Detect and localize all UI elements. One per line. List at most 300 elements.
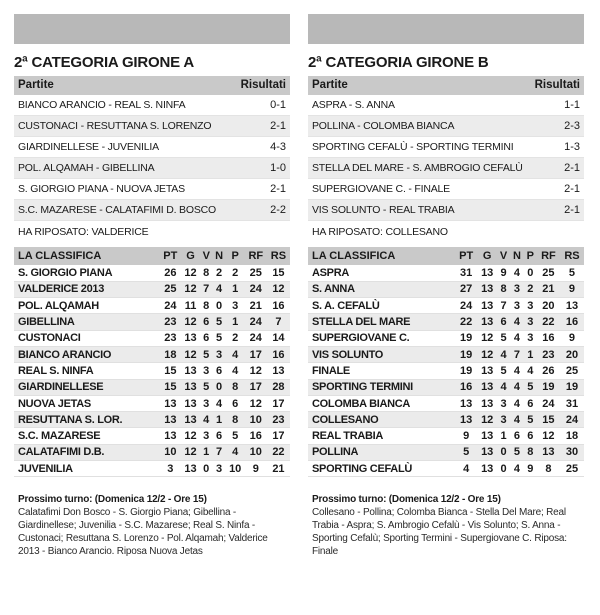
stat-cell: 10 bbox=[226, 461, 245, 477]
stat-cell: 10 bbox=[160, 444, 181, 460]
team-name: GIBELLINA bbox=[14, 314, 160, 330]
stat-cell: 12 bbox=[537, 428, 560, 444]
table-row bbox=[308, 330, 584, 346]
match-row bbox=[14, 179, 290, 200]
table-row bbox=[14, 379, 290, 395]
stat-cell: 13 bbox=[267, 363, 290, 379]
team-name: VIS SOLUNTO bbox=[308, 346, 455, 362]
team-name: S. ANNA bbox=[308, 281, 455, 297]
stat-cell: 12 bbox=[245, 363, 267, 379]
standings-table bbox=[308, 247, 584, 477]
match-teams: STELLA DEL MARE - S. AMBROGIO CEFALÙ bbox=[312, 162, 523, 174]
stat-cell: 3 bbox=[200, 428, 212, 444]
stat-cell: 9 bbox=[524, 461, 537, 477]
table-row bbox=[14, 428, 290, 444]
stat-cell: 5 bbox=[497, 363, 510, 379]
stat-cell: 22 bbox=[267, 444, 290, 460]
stat-cell: 16 bbox=[267, 346, 290, 362]
stat-cell: 4 bbox=[212, 281, 225, 297]
stat-cell: 9 bbox=[560, 281, 584, 297]
stat-cell: 24 bbox=[245, 281, 267, 297]
stat-cell: 3 bbox=[212, 461, 225, 477]
match-teams: BIANCO ARANCIO - REAL S. NINFA bbox=[18, 99, 186, 111]
stat-cell: 12 bbox=[181, 281, 200, 297]
match-score: 0-1 bbox=[270, 99, 286, 111]
match-row bbox=[14, 95, 290, 116]
stat-cell: 0 bbox=[212, 298, 225, 314]
stat-cell: 5 bbox=[226, 428, 245, 444]
match-row bbox=[308, 179, 584, 200]
standings-table bbox=[14, 247, 290, 477]
stat-cell: 7 bbox=[200, 281, 212, 297]
matches-header bbox=[308, 76, 584, 95]
match-teams: POLLINA - COLOMBA BIANCA bbox=[312, 120, 455, 132]
table-row bbox=[14, 444, 290, 460]
stat-cell: 17 bbox=[267, 395, 290, 411]
table-row bbox=[14, 265, 290, 281]
stat-cell: 2 bbox=[524, 281, 537, 297]
stat-cell: 31 bbox=[560, 395, 584, 411]
stat-cell: 16 bbox=[560, 314, 584, 330]
column-header: V bbox=[497, 247, 510, 265]
stat-cell: 6 bbox=[510, 428, 524, 444]
stat-cell: 4 bbox=[212, 395, 225, 411]
stat-cell: 13 bbox=[477, 298, 497, 314]
stat-cell: 8 bbox=[537, 461, 560, 477]
team-name: COLOMBA BIANCA bbox=[308, 395, 455, 411]
stat-cell: 24 bbox=[245, 314, 267, 330]
stat-cell: 3 bbox=[226, 298, 245, 314]
team-name: POLLINA bbox=[308, 444, 455, 460]
column-header: RF bbox=[245, 247, 267, 265]
stat-cell: 10 bbox=[245, 444, 267, 460]
stat-cell: 25 bbox=[537, 265, 560, 281]
stat-cell: 8 bbox=[226, 379, 245, 395]
stat-cell: 13 bbox=[455, 395, 477, 411]
table-row bbox=[308, 265, 584, 281]
stat-cell: 3 bbox=[212, 346, 225, 362]
match-row bbox=[14, 158, 290, 179]
stat-cell: 19 bbox=[455, 330, 477, 346]
match-row bbox=[308, 95, 584, 116]
table-row bbox=[14, 395, 290, 411]
stat-cell: 26 bbox=[537, 363, 560, 379]
stat-cell: 3 bbox=[510, 298, 524, 314]
team-name: SPORTING TERMINI bbox=[308, 379, 455, 395]
match-row bbox=[308, 158, 584, 179]
team-name: SUPERGIOVANE C. bbox=[308, 330, 455, 346]
team-name: SPORTING CEFALÙ bbox=[308, 461, 455, 477]
stat-cell: 4 bbox=[455, 461, 477, 477]
stat-cell: 15 bbox=[160, 379, 181, 395]
match-row bbox=[14, 116, 290, 137]
stat-cell: 14 bbox=[267, 330, 290, 346]
stat-cell: 6 bbox=[212, 428, 225, 444]
stat-cell: 12 bbox=[181, 314, 200, 330]
results-header-label: Risultati bbox=[240, 79, 286, 91]
results-header-label: Risultati bbox=[534, 79, 580, 91]
team-name: GIARDINELLESE bbox=[14, 379, 160, 395]
stat-cell: 13 bbox=[477, 444, 497, 460]
stat-cell: 7 bbox=[212, 444, 225, 460]
stat-cell: 22 bbox=[537, 314, 560, 330]
match-score: 2-1 bbox=[270, 183, 286, 195]
stat-cell: 4 bbox=[510, 379, 524, 395]
next-round-text: Calatafimi Don Bosco - S. Giorgio Piana; Gibellina - Giardinellese; Juvenilia - S.C. Mazarese; Real S. Ninfa - Custonaci; Resuttana S. Lorenzo - Pol. Alqamah; Valderice 2013 - Bianco Arancio. Riposa Nuova Jetas bbox=[18, 507, 268, 558]
stat-cell: 5 bbox=[524, 379, 537, 395]
stat-cell: 4 bbox=[524, 363, 537, 379]
stat-cell: 5 bbox=[200, 346, 212, 362]
match-score: 1-0 bbox=[270, 162, 286, 174]
stat-cell: 13 bbox=[160, 395, 181, 411]
table-row bbox=[14, 298, 290, 314]
stat-cell: 8 bbox=[200, 298, 212, 314]
stat-cell: 4 bbox=[497, 379, 510, 395]
stat-cell: 11 bbox=[181, 298, 200, 314]
stat-cell: 30 bbox=[560, 444, 584, 460]
stat-cell: 1 bbox=[497, 428, 510, 444]
stat-cell: 9 bbox=[455, 428, 477, 444]
table-row bbox=[308, 363, 584, 379]
match-score: 2-1 bbox=[270, 120, 286, 132]
match-score: 2-1 bbox=[564, 204, 580, 216]
table-row bbox=[308, 412, 584, 428]
stat-cell: 4 bbox=[226, 346, 245, 362]
stat-cell: 23 bbox=[160, 330, 181, 346]
standings-title: LA CLASSIFICA bbox=[308, 247, 455, 265]
stat-cell: 15 bbox=[537, 412, 560, 428]
stat-cell: 15 bbox=[160, 363, 181, 379]
team-name: CALATAFIMI D.B. bbox=[14, 444, 160, 460]
next-round bbox=[14, 493, 290, 558]
stat-cell: 13 bbox=[160, 428, 181, 444]
table-row bbox=[14, 363, 290, 379]
stat-cell: 21 bbox=[267, 461, 290, 477]
stat-cell: 0 bbox=[212, 379, 225, 395]
stat-cell: 25 bbox=[560, 461, 584, 477]
girone-b-panel bbox=[308, 14, 584, 558]
table-row bbox=[14, 330, 290, 346]
stat-cell: 5 bbox=[560, 265, 584, 281]
stat-cell: 13 bbox=[181, 412, 200, 428]
stat-cell: 3 bbox=[524, 330, 537, 346]
stat-cell: 24 bbox=[245, 330, 267, 346]
stat-cell: 13 bbox=[181, 363, 200, 379]
column-header: G bbox=[477, 247, 497, 265]
match-score: 2-1 bbox=[564, 183, 580, 195]
stat-cell: 13 bbox=[181, 330, 200, 346]
stat-cell: 21 bbox=[537, 281, 560, 297]
stat-cell: 15 bbox=[267, 265, 290, 281]
next-round-label: Prossimo turno: (Domenica 12/2 - Ore 15) bbox=[312, 494, 501, 506]
table-row bbox=[308, 379, 584, 395]
stat-cell: 13 bbox=[455, 412, 477, 428]
stat-cell: 16 bbox=[245, 428, 267, 444]
match-teams: S.C. MAZARESE - CALATAFIMI D. BOSCO bbox=[18, 204, 216, 216]
team-name: JUVENILIA bbox=[14, 461, 160, 477]
stat-cell: 0 bbox=[497, 444, 510, 460]
match-teams: VIS SOLUNTO - REAL TRABIA bbox=[312, 204, 455, 216]
table-row bbox=[14, 412, 290, 428]
column-header: N bbox=[212, 247, 225, 265]
column-header: PT bbox=[160, 247, 181, 265]
team-name: S. A. CEFALÙ bbox=[308, 298, 455, 314]
matches-list bbox=[308, 95, 584, 221]
stat-cell: 9 bbox=[560, 330, 584, 346]
match-score: 2-2 bbox=[270, 204, 286, 216]
stat-cell: 3 bbox=[200, 395, 212, 411]
stat-cell: 13 bbox=[181, 395, 200, 411]
stat-cell: 6 bbox=[524, 428, 537, 444]
stat-cell: 6 bbox=[200, 330, 212, 346]
stat-cell: 4 bbox=[226, 444, 245, 460]
team-name: NUOVA JETAS bbox=[14, 395, 160, 411]
stat-cell: 9 bbox=[497, 265, 510, 281]
stat-cell: 20 bbox=[560, 346, 584, 362]
matches-header-label: Partite bbox=[18, 79, 54, 91]
stat-cell: 25 bbox=[560, 363, 584, 379]
header-bar bbox=[14, 14, 290, 44]
stat-cell: 12 bbox=[245, 395, 267, 411]
stat-cell: 13 bbox=[477, 379, 497, 395]
team-name: CUSTONACI bbox=[14, 330, 160, 346]
stat-cell: 5 bbox=[455, 444, 477, 460]
match-teams: CUSTONACI - RESUTTANA S. LORENZO bbox=[18, 120, 212, 132]
stat-cell: 7 bbox=[267, 314, 290, 330]
table-row bbox=[14, 346, 290, 362]
stat-cell: 23 bbox=[160, 314, 181, 330]
team-name: POL. ALQAMAH bbox=[14, 298, 160, 314]
stat-cell: 4 bbox=[510, 412, 524, 428]
stat-cell: 12 bbox=[181, 346, 200, 362]
next-round-text: Collesano - Pollina; Colomba Bianca - Stella Del Mare; Real Trabia - Aspra; S. Ambrogio Cefalù - Vis Solunto; S. Anna - Sporting Cefalù; Sporting Termini - Supergiovane C. Riposa: Finale bbox=[312, 507, 567, 558]
stat-cell: 6 bbox=[212, 363, 225, 379]
stat-cell: 19 bbox=[560, 379, 584, 395]
stat-cell: 13 bbox=[477, 314, 497, 330]
stat-cell: 5 bbox=[510, 444, 524, 460]
table-row bbox=[308, 298, 584, 314]
stat-cell: 17 bbox=[245, 346, 267, 362]
stat-cell: 5 bbox=[524, 412, 537, 428]
table-row bbox=[308, 346, 584, 362]
column-header: N bbox=[510, 247, 524, 265]
stat-cell: 3 bbox=[497, 412, 510, 428]
stat-cell: 1 bbox=[226, 281, 245, 297]
rest-note: HA RIPOSATO: VALDERICE bbox=[18, 226, 149, 238]
team-name: S. GIORGIO PIANA bbox=[14, 265, 160, 281]
stat-cell: 16 bbox=[537, 330, 560, 346]
stat-cell: 3 bbox=[160, 461, 181, 477]
stat-cell: 24 bbox=[560, 412, 584, 428]
stat-cell: 4 bbox=[510, 363, 524, 379]
girone-a-panel bbox=[14, 14, 290, 558]
stat-cell: 0 bbox=[524, 265, 537, 281]
stat-cell: 1 bbox=[212, 412, 225, 428]
stat-cell: 17 bbox=[267, 428, 290, 444]
stat-cell: 18 bbox=[160, 346, 181, 362]
stat-cell: 13 bbox=[181, 461, 200, 477]
stat-cell: 13 bbox=[477, 281, 497, 297]
next-round bbox=[308, 493, 584, 558]
stat-cell: 13 bbox=[160, 412, 181, 428]
stat-cell: 19 bbox=[455, 363, 477, 379]
stat-cell: 0 bbox=[497, 461, 510, 477]
stat-cell: 6 bbox=[497, 314, 510, 330]
stat-cell: 6 bbox=[200, 314, 212, 330]
match-teams: SUPERGIOVANE C. - FINALE bbox=[312, 183, 450, 195]
stat-cell: 3 bbox=[510, 281, 524, 297]
stat-cell: 4 bbox=[510, 314, 524, 330]
team-name: ASPRA bbox=[308, 265, 455, 281]
table-row bbox=[308, 444, 584, 460]
stat-cell: 8 bbox=[524, 444, 537, 460]
stat-cell: 6 bbox=[524, 395, 537, 411]
column-header: PT bbox=[455, 247, 477, 265]
standings-title: LA CLASSIFICA bbox=[14, 247, 160, 265]
stat-cell: 4 bbox=[510, 395, 524, 411]
column-header: RS bbox=[267, 247, 290, 265]
stat-cell: 13 bbox=[477, 395, 497, 411]
stat-cell: 5 bbox=[212, 314, 225, 330]
table-row bbox=[308, 395, 584, 411]
stat-cell: 3 bbox=[497, 395, 510, 411]
stat-cell: 17 bbox=[245, 379, 267, 395]
column-header: RF bbox=[537, 247, 560, 265]
stat-cell: 16 bbox=[267, 298, 290, 314]
stat-cell: 0 bbox=[200, 461, 212, 477]
match-teams: POL. ALQAMAH - GIBELLINA bbox=[18, 162, 155, 174]
stat-cell: 12 bbox=[181, 265, 200, 281]
stat-cell: 10 bbox=[245, 412, 267, 428]
table-row bbox=[308, 281, 584, 297]
team-name: FINALE bbox=[308, 363, 455, 379]
match-teams: S. GIORGIO PIANA - NUOVA JETAS bbox=[18, 183, 185, 195]
table-row bbox=[14, 314, 290, 330]
table-row bbox=[308, 461, 584, 477]
stat-cell: 4 bbox=[510, 265, 524, 281]
match-teams: ASPRA - S. ANNA bbox=[312, 99, 395, 111]
match-row bbox=[308, 116, 584, 137]
stat-cell: 22 bbox=[455, 314, 477, 330]
match-score: 1-3 bbox=[564, 141, 580, 153]
match-teams: SPORTING CEFALÙ - SPORTING TERMINI bbox=[312, 141, 514, 153]
match-score: 2-3 bbox=[564, 120, 580, 132]
stat-cell: 1 bbox=[200, 444, 212, 460]
stat-cell: 13 bbox=[477, 428, 497, 444]
matches-header bbox=[14, 76, 290, 95]
stat-cell: 24 bbox=[537, 395, 560, 411]
stat-cell: 8 bbox=[200, 265, 212, 281]
team-name: COLLESANO bbox=[308, 412, 455, 428]
stat-cell: 18 bbox=[560, 428, 584, 444]
stat-cell: 13 bbox=[181, 379, 200, 395]
stat-cell: 12 bbox=[477, 330, 497, 346]
stat-cell: 6 bbox=[226, 395, 245, 411]
stat-cell: 5 bbox=[497, 330, 510, 346]
stat-cell: 9 bbox=[245, 461, 267, 477]
column-header: G bbox=[181, 247, 200, 265]
match-teams: GIARDINELLESE - JUVENILIA bbox=[18, 141, 159, 153]
stat-cell: 12 bbox=[181, 444, 200, 460]
stat-cell: 1 bbox=[226, 314, 245, 330]
team-name: RESUTTANA S. LOR. bbox=[14, 412, 160, 428]
stat-cell: 5 bbox=[212, 330, 225, 346]
stat-cell: 28 bbox=[267, 379, 290, 395]
match-score: 4-3 bbox=[270, 141, 286, 153]
match-score: 2-1 bbox=[564, 162, 580, 174]
column-header: V bbox=[200, 247, 212, 265]
stat-cell: 12 bbox=[477, 346, 497, 362]
table-row bbox=[308, 428, 584, 444]
stat-cell: 4 bbox=[510, 330, 524, 346]
matches-list bbox=[14, 95, 290, 221]
stat-cell: 13 bbox=[560, 298, 584, 314]
stat-cell: 8 bbox=[497, 281, 510, 297]
stat-cell: 1 bbox=[524, 346, 537, 362]
stat-cell: 19 bbox=[537, 379, 560, 395]
stat-cell: 4 bbox=[497, 346, 510, 362]
stat-cell: 24 bbox=[455, 298, 477, 314]
stat-cell: 8 bbox=[226, 412, 245, 428]
stat-cell: 13 bbox=[537, 444, 560, 460]
stat-cell: 27 bbox=[455, 281, 477, 297]
team-name: STELLA DEL MARE bbox=[308, 314, 455, 330]
stat-cell: 2 bbox=[226, 265, 245, 281]
girone-b-title: 2ª CATEGORIA GIRONE B bbox=[308, 54, 489, 71]
stat-cell: 24 bbox=[160, 298, 181, 314]
stat-cell: 16 bbox=[455, 379, 477, 395]
column-header: RS bbox=[560, 247, 584, 265]
match-score: 1-1 bbox=[564, 99, 580, 111]
stat-cell: 3 bbox=[524, 314, 537, 330]
stat-cell: 4 bbox=[226, 363, 245, 379]
match-row bbox=[308, 200, 584, 221]
stat-cell: 20 bbox=[537, 298, 560, 314]
rest-note: HA RIPOSATO: COLLESANO bbox=[312, 226, 448, 238]
table-row bbox=[14, 281, 290, 297]
stat-cell: 21 bbox=[245, 298, 267, 314]
stat-cell: 5 bbox=[200, 379, 212, 395]
column-header: P bbox=[524, 247, 537, 265]
column-header: P bbox=[226, 247, 245, 265]
stat-cell: 13 bbox=[477, 265, 497, 281]
stat-cell: 3 bbox=[524, 298, 537, 314]
stat-cell: 2 bbox=[226, 330, 245, 346]
stat-cell: 12 bbox=[267, 281, 290, 297]
stat-cell: 26 bbox=[160, 265, 181, 281]
match-row bbox=[308, 137, 584, 158]
stat-cell: 7 bbox=[497, 298, 510, 314]
team-name: REAL TRABIA bbox=[308, 428, 455, 444]
girone-a-title: 2ª CATEGORIA GIRONE A bbox=[14, 54, 194, 71]
stat-cell: 12 bbox=[181, 428, 200, 444]
stat-cell: 13 bbox=[477, 461, 497, 477]
stat-cell: 23 bbox=[267, 412, 290, 428]
next-round-label: Prossimo turno: (Domenica 12/2 - Ore 15) bbox=[18, 494, 207, 506]
matches-header-label: Partite bbox=[312, 79, 348, 91]
stat-cell: 23 bbox=[537, 346, 560, 362]
stat-cell: 25 bbox=[245, 265, 267, 281]
team-name: BIANCO ARANCIO bbox=[14, 346, 160, 362]
team-name: S.C. MAZARESE bbox=[14, 428, 160, 444]
stat-cell: 4 bbox=[200, 412, 212, 428]
team-name: VALDERICE 2013 bbox=[14, 281, 160, 297]
stat-cell: 4 bbox=[510, 461, 524, 477]
stat-cell: 13 bbox=[477, 363, 497, 379]
stat-cell: 25 bbox=[160, 281, 181, 297]
stat-cell: 3 bbox=[200, 363, 212, 379]
stat-cell: 19 bbox=[455, 346, 477, 362]
